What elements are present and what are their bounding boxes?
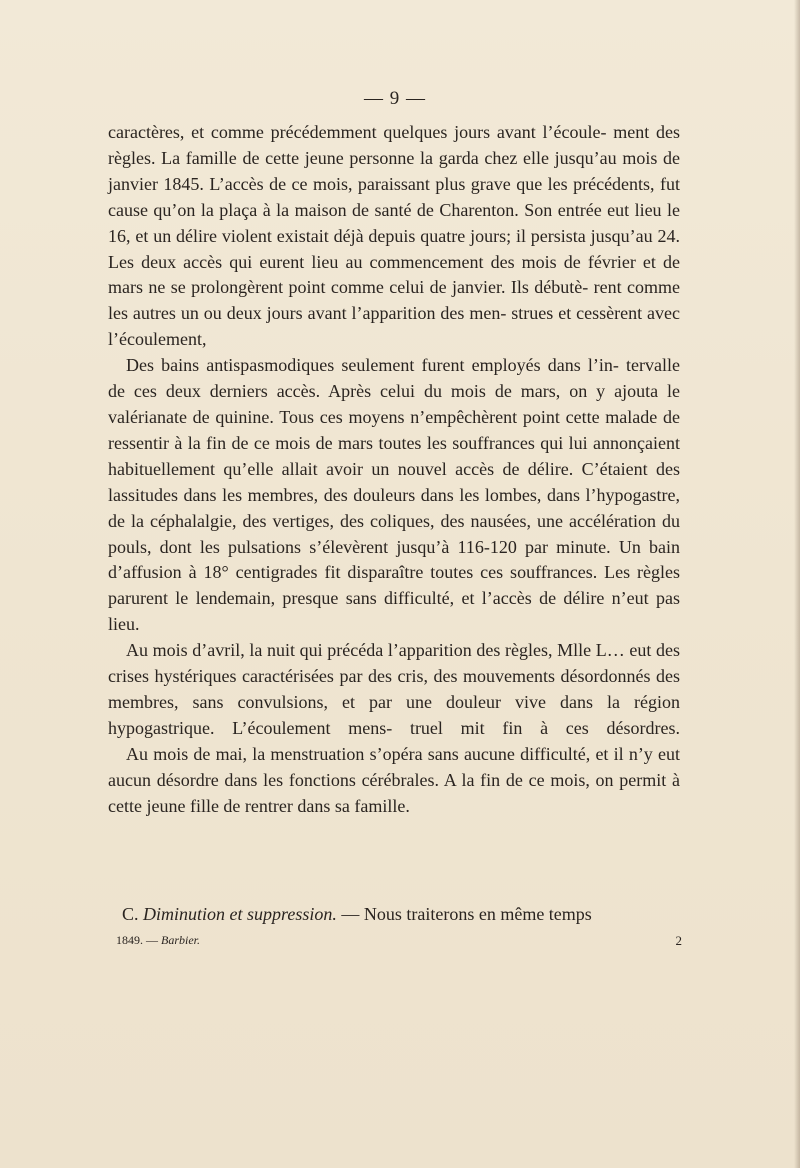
paragraph-2-text: Des bains antispasmodiques seulement furent employés dans l’in- tervalle de ces deux derniers accès. Après celui du mois de mars, on y ajouta le valérianate de quinine. Tous ces moyens n’empêchèrent point cette malade de ressentir à la fin de ce mois de mars toutes les souffrances qui lui annonçaient habituellement qu’elle allait avoir un nouvel accès de délire. C’étaient des lassitudes dans les membres, des douleurs dans les lombes, dans l’hypogastre, de la céphalalgie, des vertiges, des coliques, des nausées, une accélération du pouls, dont les pulsations s’élevèrent jusqu’à 116-120 par minute. Un bain d’affusion à 18° centigrades fit disparaître toutes ces souffrances. Les règles parurent le lendemain, presque sans difficulté, et l’accès de délire n’eut pas lieu. (108, 355, 680, 635)
footer-imprint (116, 933, 200, 948)
footer-author: Barbier. (161, 933, 200, 947)
section-heading (122, 901, 682, 927)
page-edge-shadow (794, 0, 800, 1168)
section-title: Diminution et suppression. (143, 904, 337, 924)
section-letter: C. (122, 904, 139, 924)
page-number: — 9 — (364, 88, 426, 109)
body-text (108, 120, 680, 819)
paragraph-3-text: Au mois d’avril, la nuit qui précéda l’apparition des règles, Mlle L… eut des crises hystériques caractérisées par des cris, des mouvements désordonnés des membres, sans convulsions, et par une douleur vive dans la région hypogastrique. L’écoulement mens- truel mit fin à ces désordres. (108, 640, 680, 738)
paragraph-2 (108, 353, 680, 638)
paragraph-1-text: caractères, et comme précédemment quelques jours avant l’écoule- ment des règles. La famille de cette jeune personne la garda chez elle jusqu’au mois de janvier 1845. L’accès de ce mois, paraissant plus grave que les précédents, fut cause qu’on la plaça à la maison de santé de Charenton. Son entrée eut lieu le 16, et un délire violent existait déjà depuis quatre jours; il persista jusqu’au 24. Les deux accès qui eurent lieu au commencement des mois de février et de mars ne se prolongèrent point comme celui de janvier. Ils débutè- rent comme les autres un ou deux jours avant l’apparition des men- strues et cessèrent avec l’écoulement, (108, 122, 680, 350)
paragraph-3 (108, 638, 680, 742)
footer-dash: — (143, 933, 161, 947)
paragraph-4-text: Au mois de mai, la menstruation s’opéra sans aucune difficulté, et il n’y eut aucun désordre dans les fonctions cérébrales. A la fin de ce mois, on permit à cette jeune fille de rentrer dans sa famille. (108, 743, 680, 816)
footer-year: 1849. (116, 933, 143, 947)
paragraph-4 (108, 742, 680, 820)
signature-mark: 2 (675, 933, 682, 948)
paragraph-1 (108, 120, 680, 353)
section-text: — Nous traiterons en même temps (336, 904, 592, 924)
